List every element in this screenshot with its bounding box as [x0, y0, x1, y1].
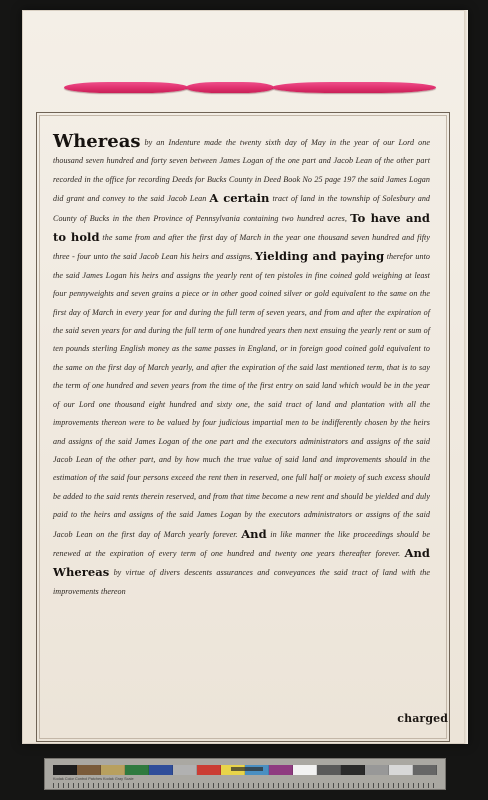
swatch-charcoal — [341, 765, 365, 775]
deed-page — [22, 10, 468, 744]
scale-ruler — [53, 783, 437, 788]
second-whereas: And Whereas — [53, 545, 430, 580]
swatch-light-gray — [389, 765, 413, 775]
swatch-green — [125, 765, 149, 775]
certain-phrase: A certain — [209, 191, 270, 206]
deed-paragraph — [53, 133, 430, 601]
swatch-gray — [173, 765, 197, 775]
swatch-red — [197, 765, 221, 775]
yielding-phrase: Yielding and paying — [254, 249, 385, 264]
kodak-logo — [231, 767, 263, 771]
deed-line-2: tract of land in the township of Solesbury and County of Bucks in the then Province of Pennsylvania containing two hundred acres, — [53, 194, 431, 223]
swatch-neutral-gray — [413, 765, 437, 775]
deed-line-6: by virtue of divers descents assurances and conveyances the said tract of land with the improvements thereon — [53, 568, 430, 596]
swatch-mid-gray — [365, 765, 389, 775]
scale-label: Kodak Color Control Patches Kodak Gray Scale — [53, 777, 134, 781]
swatch-white — [293, 765, 317, 775]
and-phrase: And — [241, 526, 267, 541]
deed-text — [53, 133, 430, 741]
deed-line-3: the same from and after the first day of March in the year one thousand seven hundred and fifty three - four unto the said Jacob Lean his heirs and assigns, — [53, 233, 430, 262]
red-ribbon-right — [272, 82, 436, 93]
swatch-yellow — [101, 765, 125, 775]
swatch-black — [53, 765, 77, 775]
swatch-blue — [149, 765, 173, 775]
deed-line-5: in like manner the like proceedings should be renewed at the expiration of every term of one hundred and twenty one years thereafter forever. — [53, 529, 431, 558]
catchword: charged — [397, 712, 448, 725]
red-ribbon-middle — [186, 82, 274, 93]
swatch-dark-gray — [317, 765, 341, 775]
opening-word: Whereas — [53, 131, 141, 152]
deed-line-1: by an Indenture made the twenty sixth day of May in the year of our Lord one thousand seven hundred and forty seven between James Logan of the one part and Jacob Lean of the other part recorded in the office for recording Deeds for Bucks County in Deed Book No 25 page 197 the said James Logan did grant and convey to the said Jacob Lean — [53, 138, 430, 204]
color-scale-card — [44, 758, 446, 790]
page-fold — [464, 10, 468, 744]
deed-line-4: therefor unto the said James Logan his heirs and assigns the yearly rent of ten pistoles in fine coined gold weighing at least four pennyweights and seven grains a piece or in other good coined silver or gold equivalent to the same on the first day of March in every year for and during the full term of seven years, and from and after the expiration of the said seven years for and during the full term of one hundred years then next ensuing the yearly rent or sum of ten pounds sterling English money as the same passes in England, or in foreign good coined gold equivalent to the same on the first day of March yearly, and after the expiration of the said last mentioned term, that is to say the term of one hundred and seven years from the time of the first entry on said land which would be in the year of our Lord one thousand eight hundred and sixty one, the said tract of land and plantation with all the improvements thereon were to be valued by four judicious impartial men to be indifferently chosen by the heirs and assigns of the said James Logan of the one part and the executors administrators and assigns of the said Jacob Lean of the other part, and by how much the true value of said land and improvements should in the estimation of the said four persons exceed the rent then in reserved, one full half or moiety of such excess should be added to the said rents therein reserved, and from that time become a new rent and should be yielded and duly paid to the heirs and assigns of the said James Logan by the executors administrators or assigns of the said Jacob Lean on the first day of March yearly forever. — [53, 252, 431, 539]
swatch-brown — [77, 765, 101, 775]
to-have-phrase: To have and to hold — [53, 210, 430, 245]
red-ribbon-left — [64, 82, 188, 93]
swatch-magenta — [269, 765, 293, 775]
